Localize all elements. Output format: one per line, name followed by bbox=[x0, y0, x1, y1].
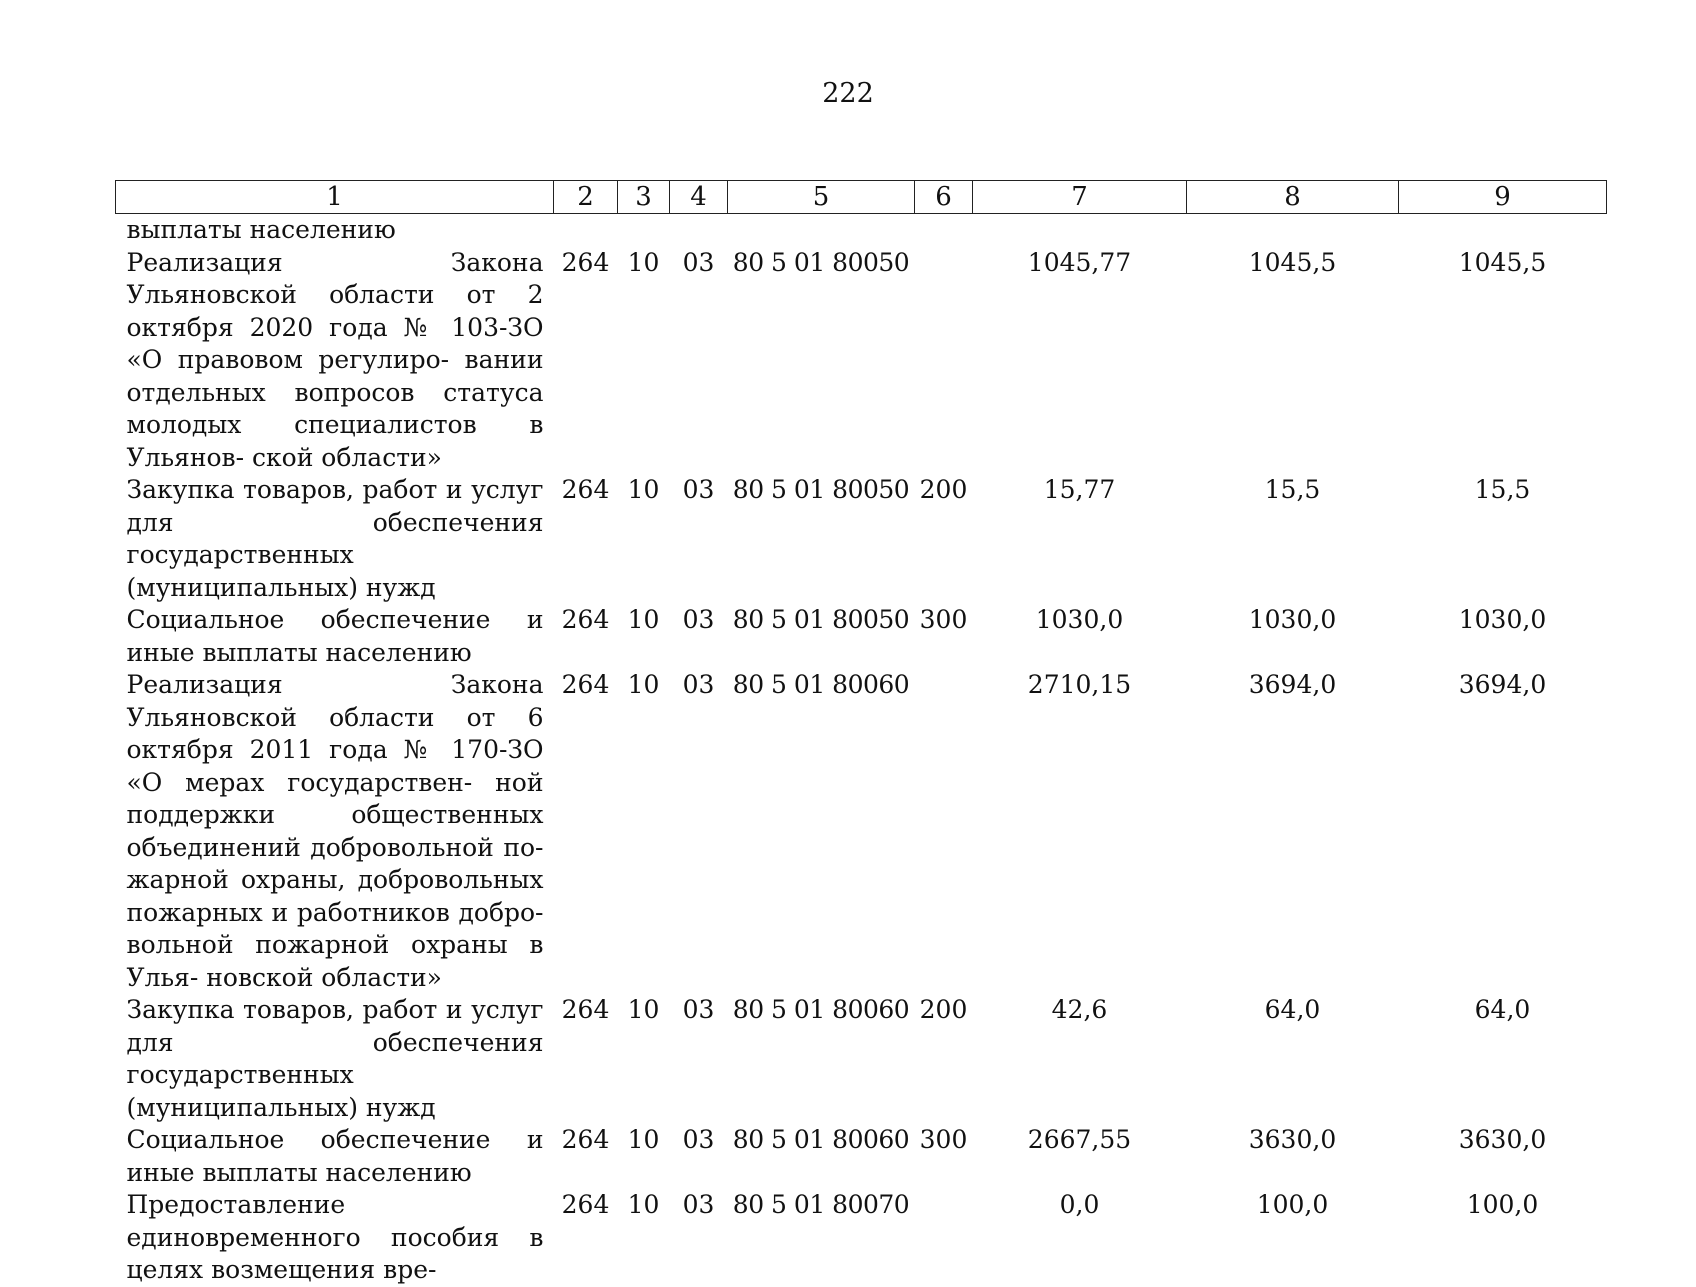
cell-col2: 264 bbox=[561, 475, 610, 504]
cell-col8: 3630,0 bbox=[1248, 1125, 1337, 1154]
cell-col6: 200 bbox=[919, 995, 968, 1024]
cell-col2 bbox=[554, 214, 618, 247]
row-description: Закупка товаров, работ и услуг для обеспечения государственных (муниципальных) нужд bbox=[126, 475, 544, 602]
cell-col6: 300 bbox=[919, 605, 968, 634]
cell-col6 bbox=[915, 247, 973, 475]
cell-col6 bbox=[915, 1189, 973, 1287]
cell-col2: 264 bbox=[561, 247, 610, 277]
cell-col9: 15,5 bbox=[1474, 475, 1531, 504]
cell-col3: 10 bbox=[627, 670, 660, 699]
cell-col9: 100,0 bbox=[1466, 1190, 1539, 1219]
budget-table bbox=[115, 180, 1607, 1287]
cell-col8: 1030,0 bbox=[1248, 605, 1337, 634]
column-header-6: 6 bbox=[915, 181, 973, 214]
cell-col5: 80 5 01 80050 bbox=[732, 247, 910, 277]
column-header-9: 9 bbox=[1399, 181, 1607, 214]
cell-col6 bbox=[915, 669, 973, 994]
cell-col2: 264 bbox=[561, 1125, 610, 1154]
cell-col8: 100,0 bbox=[1256, 1190, 1329, 1219]
row-description: выплаты населению bbox=[126, 215, 396, 244]
table-header bbox=[116, 181, 1607, 214]
cell-col3: 10 bbox=[627, 1190, 660, 1219]
cell-col4: 03 bbox=[682, 1125, 715, 1154]
column-header-7: 7 bbox=[973, 181, 1187, 214]
cell-col7: 0,0 bbox=[1059, 1190, 1100, 1219]
cell-col4: 03 bbox=[682, 475, 715, 504]
cell-col8: 15,5 bbox=[1264, 475, 1321, 504]
cell-col3: 10 bbox=[627, 1125, 660, 1154]
column-header-8: 8 bbox=[1187, 181, 1399, 214]
cell-col4: 03 bbox=[682, 605, 715, 634]
cell-col6: 300 bbox=[919, 1125, 968, 1154]
table-row bbox=[116, 1124, 1607, 1189]
row-description: Предоставление единовременного пособия в целях возмещения вре- bbox=[126, 1190, 544, 1284]
cell-col5: 80 5 01 80050 bbox=[732, 475, 910, 504]
table-row bbox=[116, 604, 1607, 669]
cell-col3: 10 bbox=[627, 605, 660, 634]
table-row bbox=[116, 994, 1607, 1124]
row-description: Социальное обеспечение и иные выплаты населению bbox=[126, 605, 544, 667]
cell-col8: 1045,5 bbox=[1248, 247, 1337, 277]
cell-col3 bbox=[618, 214, 670, 247]
row-description: Реализация Закона Ульяновской области от 2 октября 2020 года № 103-ЗО «О правовом регулиро- вании отдельных вопросов статуса молодых специалистов в Ульянов- ской области» bbox=[126, 247, 544, 472]
cell-col2: 264 bbox=[561, 1190, 610, 1219]
cell-col5: 80 5 01 80050 bbox=[732, 605, 910, 634]
cell-col7: 2667,55 bbox=[1027, 1125, 1132, 1154]
column-header-5: 5 bbox=[728, 181, 915, 214]
cell-col2: 264 bbox=[561, 670, 610, 699]
cell-col7: 42,6 bbox=[1051, 995, 1108, 1024]
header-row bbox=[116, 181, 1607, 214]
cell-col5: 80 5 01 80060 bbox=[732, 995, 910, 1024]
cell-col5 bbox=[728, 214, 915, 247]
cell-col3: 10 bbox=[627, 475, 660, 504]
cell-col7 bbox=[973, 214, 1187, 247]
cell-col7: 1030,0 bbox=[1035, 605, 1124, 634]
cell-col9: 1030,0 bbox=[1458, 605, 1547, 634]
column-header-1: 1 bbox=[116, 181, 554, 214]
cell-col9: 3694,0 bbox=[1458, 670, 1547, 699]
cell-col9 bbox=[1399, 214, 1607, 247]
table-row bbox=[116, 669, 1607, 994]
cell-col9: 3630,0 bbox=[1458, 1125, 1547, 1154]
row-description: Закупка товаров, работ и услуг для обеспечения государственных (муниципальных) нужд bbox=[126, 995, 544, 1122]
cell-col3: 10 bbox=[627, 995, 660, 1024]
cell-col7: 1045,77 bbox=[1027, 247, 1132, 277]
cell-col3: 10 bbox=[627, 247, 660, 277]
cell-col4: 03 bbox=[682, 670, 715, 699]
cell-col9: 1045,5 bbox=[1458, 247, 1547, 277]
cell-col4: 03 bbox=[682, 995, 715, 1024]
cell-col5: 80 5 01 80060 bbox=[732, 1125, 910, 1154]
cell-col6: 200 bbox=[919, 475, 968, 504]
cell-col2: 264 bbox=[561, 605, 610, 634]
cell-col8: 64,0 bbox=[1264, 995, 1321, 1024]
cell-col8 bbox=[1187, 214, 1399, 247]
cell-col7: 15,77 bbox=[1043, 475, 1116, 504]
page-number: 222 bbox=[822, 78, 874, 109]
table-row bbox=[116, 1189, 1607, 1287]
cell-col4 bbox=[670, 214, 728, 247]
cell-col9: 64,0 bbox=[1474, 995, 1531, 1024]
table-row bbox=[116, 214, 1607, 247]
column-header-2: 2 bbox=[554, 181, 618, 214]
cell-col7: 2710,15 bbox=[1027, 670, 1132, 699]
cell-col6 bbox=[915, 214, 973, 247]
column-header-3: 3 bbox=[618, 181, 670, 214]
cell-col4: 03 bbox=[682, 1190, 715, 1219]
table-row bbox=[116, 474, 1607, 604]
row-description: Реализация Закона Ульяновской области от 6 октября 2011 года № 170-ЗО «О мерах государствен- ной поддержки общественных объединений добровольной по- жарной охраны, добровольных пожарных и работников добро- вольной пожарной охраны в Улья- новской области» bbox=[126, 670, 544, 992]
cell-col5: 80 5 01 80070 bbox=[732, 1190, 910, 1219]
column-header-4: 4 bbox=[670, 181, 728, 214]
table-body bbox=[116, 214, 1607, 1287]
cell-col2: 264 bbox=[561, 995, 610, 1024]
table-row bbox=[116, 247, 1607, 475]
cell-col8: 3694,0 bbox=[1248, 670, 1337, 699]
cell-col5: 80 5 01 80060 bbox=[732, 670, 910, 699]
cell-col4: 03 bbox=[682, 247, 715, 277]
row-description: Социальное обеспечение и иные выплаты населению bbox=[126, 1125, 544, 1187]
